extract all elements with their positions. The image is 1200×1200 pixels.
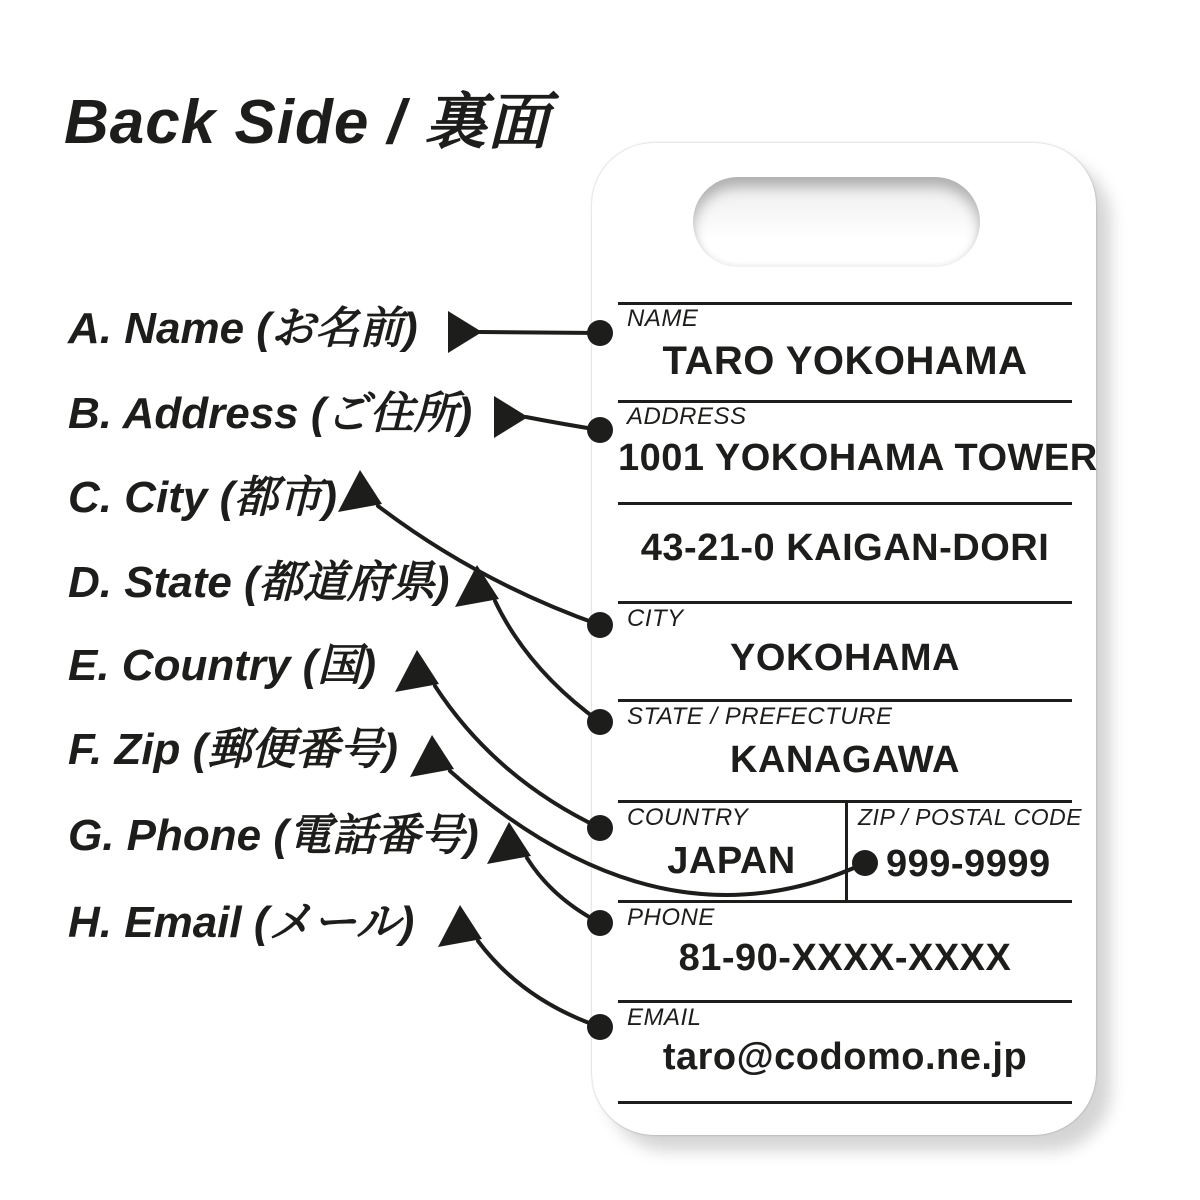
country-field-value: JAPAN — [667, 840, 796, 882]
address-field-label: ADDRESS — [627, 403, 747, 430]
name-connector-line — [480, 332, 600, 333]
state-arrowhead-icon — [455, 565, 499, 607]
phone-field-value: 81-90-XXXX-XXXX — [678, 937, 1012, 979]
city-field-label: CITY — [627, 605, 684, 632]
rule-below-email — [618, 1101, 1072, 1104]
email-field-label: EMAIL — [627, 1004, 702, 1031]
legend-item-state: D. State (都道府県) — [68, 558, 450, 607]
legend-item-zip: F. Zip (郵便番号) — [68, 725, 398, 774]
phone-field-label: PHONE — [627, 904, 715, 931]
legend-item-name: A. Name (お名前) — [68, 304, 418, 353]
zip-field-label: ZIP / POSTAL CODE — [858, 804, 1083, 830]
state-field-label: STATE / PREFECTURE — [627, 703, 893, 730]
legend-item-city: C. City (都市) — [68, 473, 337, 522]
email-field-value: taro@codomo.ne.jp — [662, 1036, 1028, 1078]
country-zip-divider — [845, 800, 848, 903]
luggage-tag — [592, 143, 1096, 1135]
state-field-value: KANAGAWA — [730, 739, 960, 781]
address-connector-line — [526, 417, 600, 430]
handle-hole — [693, 177, 980, 267]
email-arrowhead-icon — [438, 905, 482, 947]
address-arrowhead-icon — [494, 396, 528, 438]
city-field-value: YOKOHAMA — [730, 637, 960, 679]
rule-above-state — [618, 699, 1072, 702]
zip-field-value: 999-9999 — [886, 843, 1051, 885]
zip-arrowhead-icon — [410, 735, 454, 777]
country-arrowhead-icon — [395, 650, 439, 692]
legend-item-email: H. Email (メール) — [68, 898, 415, 947]
city-arrowhead-icon — [338, 470, 382, 512]
address-field-value-line2: 43-21-0 KAIGAN-DORI — [640, 527, 1050, 569]
rule-above-email — [618, 1000, 1072, 1003]
name-arrowhead-icon — [448, 311, 482, 353]
legend-item-country: E. Country (国) — [68, 641, 376, 690]
address-field-value-line1: 1001 YOKOHAMA TOWER — [618, 437, 1098, 479]
legend-item-phone: G. Phone (電話番号) — [68, 811, 479, 860]
name-field-label: NAME — [627, 305, 699, 332]
name-field-value: TARO YOKOHAMA — [662, 339, 1028, 383]
state-connector-line — [495, 601, 600, 722]
email-connector-line — [478, 941, 600, 1027]
legend-item-address: B. Address (ご住所) — [68, 389, 473, 438]
phone-arrowhead-icon — [487, 822, 531, 864]
page-title: Back Side / 裏面 — [64, 88, 551, 157]
phone-connector-line — [527, 858, 600, 923]
rule-address-middle — [618, 502, 1072, 505]
country-field-label: COUNTRY — [627, 804, 749, 831]
rule-above-city — [618, 601, 1072, 604]
